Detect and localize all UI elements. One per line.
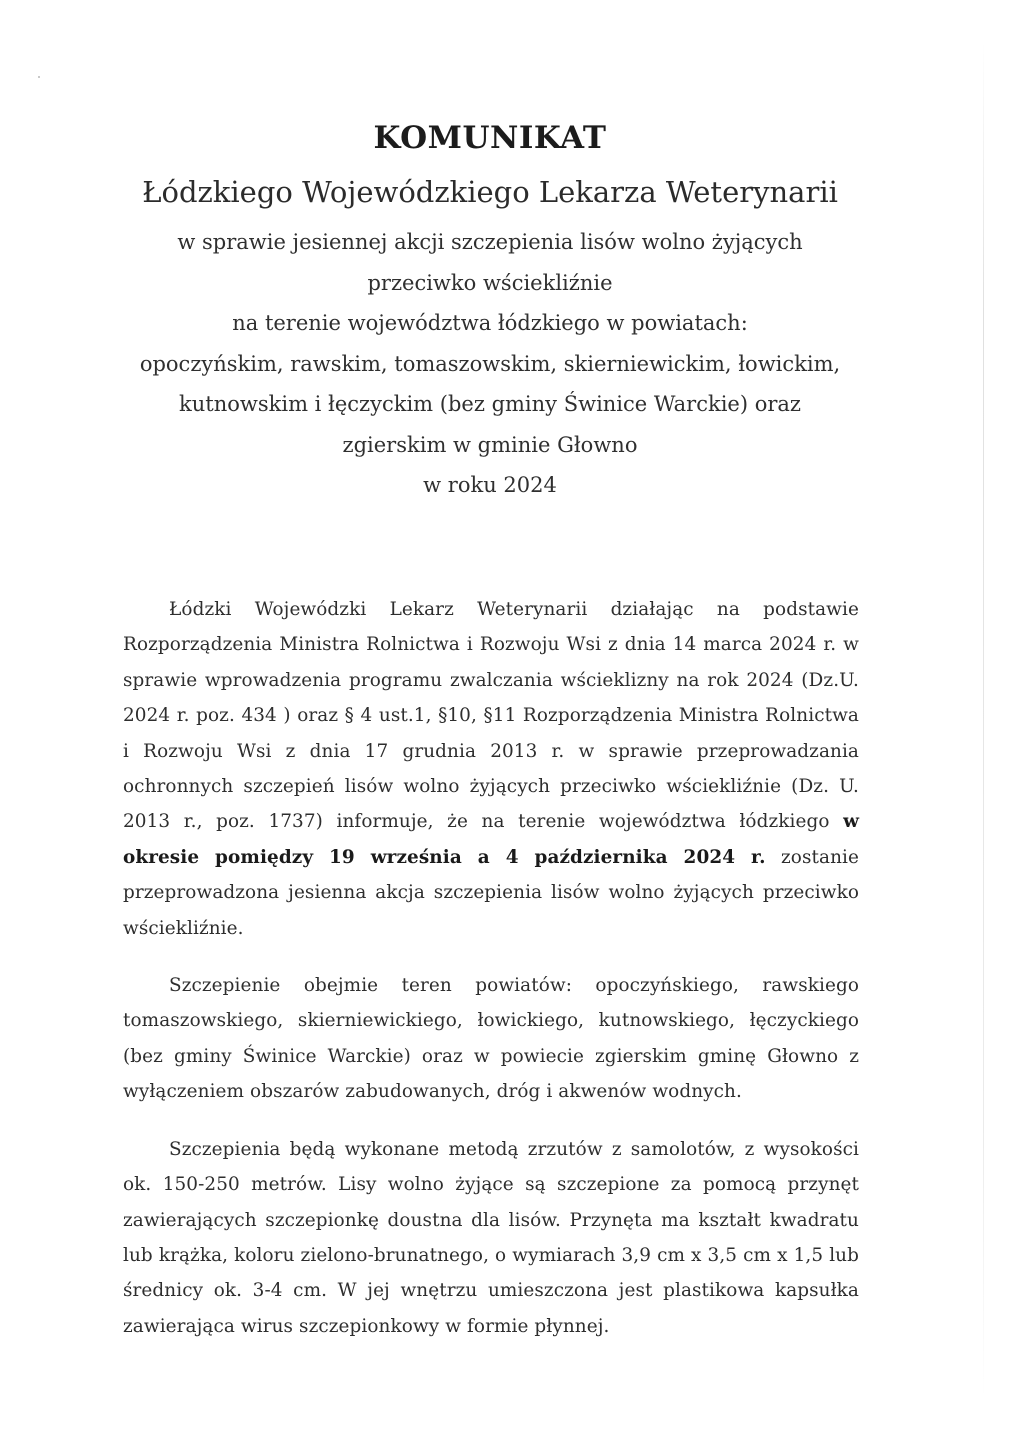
header-line-7: w roku 2024 <box>423 473 557 497</box>
header-line-5: kutnowskim i łęczyckim (bez gminy Świnice Warckie) oraz <box>179 392 801 416</box>
header-line-2: przeciwko wściekliźnie <box>367 270 613 295</box>
scan-edge-shadow <box>983 40 984 1400</box>
paragraph-1 <box>123 592 859 946</box>
document-header <box>80 118 900 506</box>
vaccination-period: w okresie pomiędzy 19 września a 4 października 2024 r. <box>123 811 859 868</box>
paragraph-1-text-before: Łódzki Wojewódzki Lekarz Weterynarii działając na podstawie Rozporządzenia Ministra Rolnictwa i Rozwoju Wsi z dnia 14 marca 2024 r. w sprawie wprowadzenia programu zwalczania wścieklizny na rok 2024 (Dz.U. 2024 r. poz. 434 ) oraz § 4 ust.1, §10, §11 Rozporządzenia Ministra Rolnictwa i Rozwoju Wsi z dnia 17 grudnia 2013 r. w sprawie przeprowadzania ochronnych szczepień lisów wolno żyjących przeciwko wściekliźnie (Dz. U. 2013 r., poz. 1737) informuje, że na terenie województwa łódzkiego <box>123 599 859 833</box>
header-line-6: zgierskim w gminie Głowno <box>342 432 638 457</box>
paragraph-3: Szczepienia będą wykonane metodą zrzutów z samolotów, z wysokości ok. 150-250 metrów. Lisy wolno żyjące są szczepione za pomocą przynęt zawierających szczepionkę doustna dla lisów. Przynęta ma kształt kwadratu lub krążka, koloru zielono-brunatnego, o wymiarach 3,9 cm x 3,5 cm x 1,5 lub średnicy ok. 3-4 cm. W jej wnętrzu umieszczona jest plastikowa kapsułka zawierająca wirus szczepionkowy w formie płynnej. <box>123 1138 859 1337</box>
header-line-3: na terenie województwa łódzkiego w powiatach: <box>232 311 748 335</box>
header-line-1: w sprawie jesiennej akcji szczepienia lisów wolno żyjących <box>177 230 803 254</box>
paragraph-2: Szczepienie obejmie teren powiatów: opoczyńskiego, rawskiego tomaszowskiego, skierniewickiego, łowickiego, kutnowskiego, łęczyckiego (bez gminy Świnice Warckie) oraz w powiecie zgierskim gminę Głowno z wyłączeniem obszarów zabudowanych, dróg i akwenów wodnych. <box>123 975 859 1103</box>
paragraph-1-text-after: zostanie przeprowadzona jesienna akcja szczepienia lisów wolno żyjących przeciwko wściekliźnie. <box>123 846 859 939</box>
document-subtitle: Łódzkiego Wojewódzkiego Lekarza Weterynarii <box>142 175 838 209</box>
document-title: KOMUNIKAT <box>373 120 607 156</box>
document-body <box>123 592 859 1366</box>
header-line-4: opoczyńskim, rawskim, tomaszowskim, skierniewickim, łowickim, <box>139 351 841 376</box>
scan-speck <box>38 76 40 78</box>
